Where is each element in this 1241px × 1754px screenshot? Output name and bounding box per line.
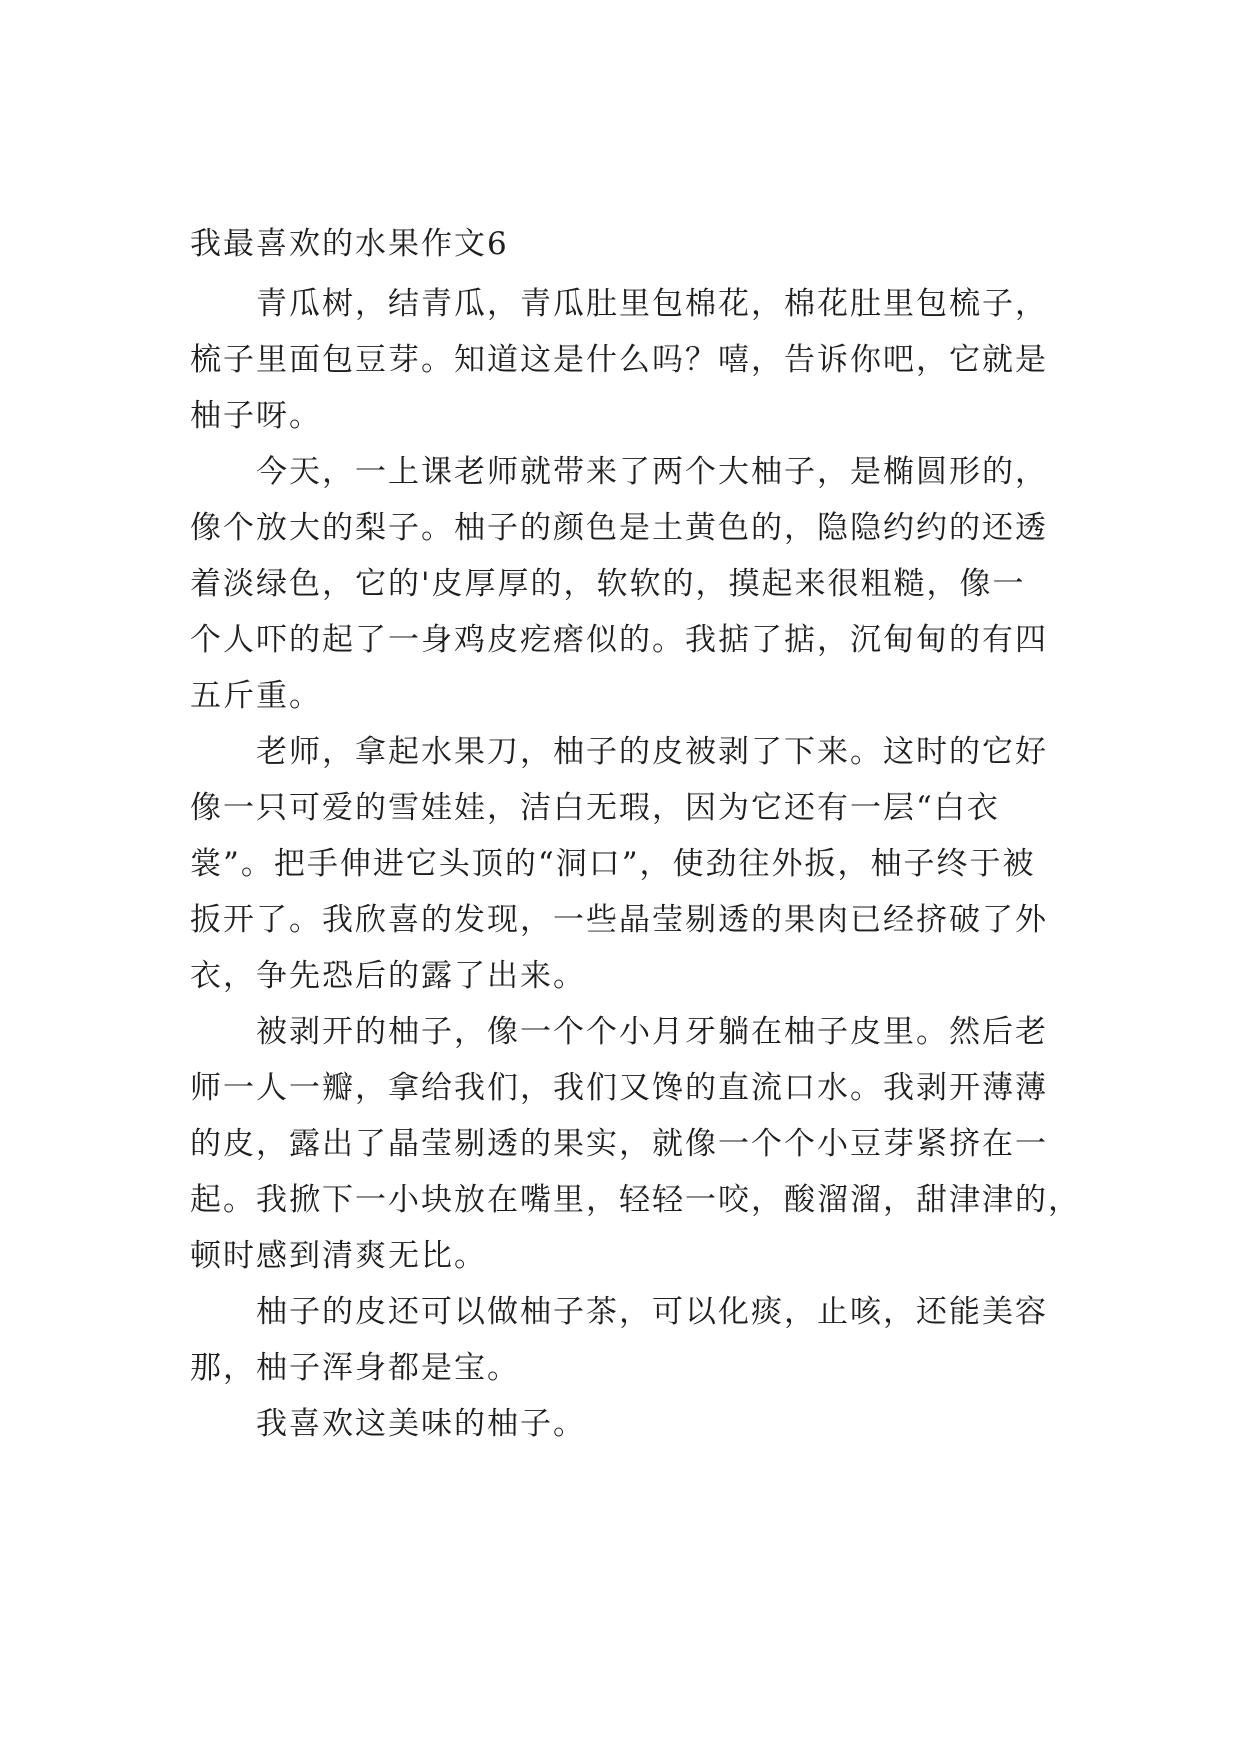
text-line: 梳子里面包豆芽。知道这是什么吗？嘻，告诉你吧，它就是 bbox=[190, 342, 1048, 378]
text-line: 个人吓的起了一身鸡皮疙瘩似的。我掂了掂，沉甸甸的有四 bbox=[190, 622, 1048, 658]
paragraph-3 bbox=[190, 724, 1060, 1004]
text-line: 五斤重。 bbox=[190, 678, 322, 714]
text-line: 像一只可爱的雪娃娃，洁白无瑕，因为它还有一层“白衣 bbox=[190, 790, 1000, 826]
text-line: 起。我掀下一小块放在嘴里，轻轻一咬，酸溜溜，甜津津的， bbox=[190, 1182, 1081, 1218]
document-title: 我最喜欢的水果作文6 bbox=[190, 226, 509, 262]
document-page bbox=[190, 0, 1081, 1754]
text-line: 像个放大的梨子。柚子的颜色是土黄色的，隐隐约约的还透 bbox=[190, 510, 1048, 546]
text-line: 被剥开的柚子，像一个个小月牙躺在柚子皮里。然后老 bbox=[256, 1014, 1048, 1050]
paragraph-1 bbox=[190, 276, 1060, 444]
text-line: 那，柚子浑身都是宝。 bbox=[190, 1350, 520, 1386]
text-line: 的皮，露出了晶莹剔透的果实，就像一个个小豆芽紧挤在一 bbox=[190, 1126, 1048, 1162]
paragraph-6 bbox=[190, 1396, 1060, 1452]
paragraph-5 bbox=[190, 1284, 1060, 1396]
text-line: 柚子呀。 bbox=[190, 398, 322, 434]
text-line: 着淡绿色，它的'皮厚厚的，软软的，摸起来很粗糙，像一 bbox=[190, 566, 1026, 602]
text-line: 扳开了。我欣喜的发现，一些晶莹剔透的果肉已经挤破了外 bbox=[190, 902, 1048, 938]
text-line: 顿时感到清爽无比。 bbox=[190, 1238, 487, 1274]
text-line: 衣，争先恐后的露了出来。 bbox=[190, 958, 586, 994]
text-line: 柚子的皮还可以做柚子茶，可以化痰，止咳，还能美容 bbox=[256, 1294, 1048, 1330]
paragraph-2 bbox=[190, 444, 1060, 724]
text-line: 今天，一上课老师就带来了两个大柚子，是椭圆形的， bbox=[256, 454, 1048, 490]
text-line: 我喜欢这美味的柚子。 bbox=[256, 1406, 586, 1442]
text-line: 裳”。把手伸进它头顶的“洞口”，使劲往外扳，柚子终于被 bbox=[190, 846, 1036, 882]
paragraph-4 bbox=[190, 1004, 1081, 1284]
text-line: 老师，拿起水果刀，柚子的皮被剥了下来。这时的它好 bbox=[256, 734, 1048, 770]
text-line: 师一人一瓣，拿给我们，我们又馋的直流口水。我剥开薄薄 bbox=[190, 1070, 1048, 1106]
document-body bbox=[190, 276, 1081, 1452]
text-line: 青瓜树，结青瓜，青瓜肚里包棉花，棉花肚里包梳子， bbox=[256, 286, 1048, 322]
